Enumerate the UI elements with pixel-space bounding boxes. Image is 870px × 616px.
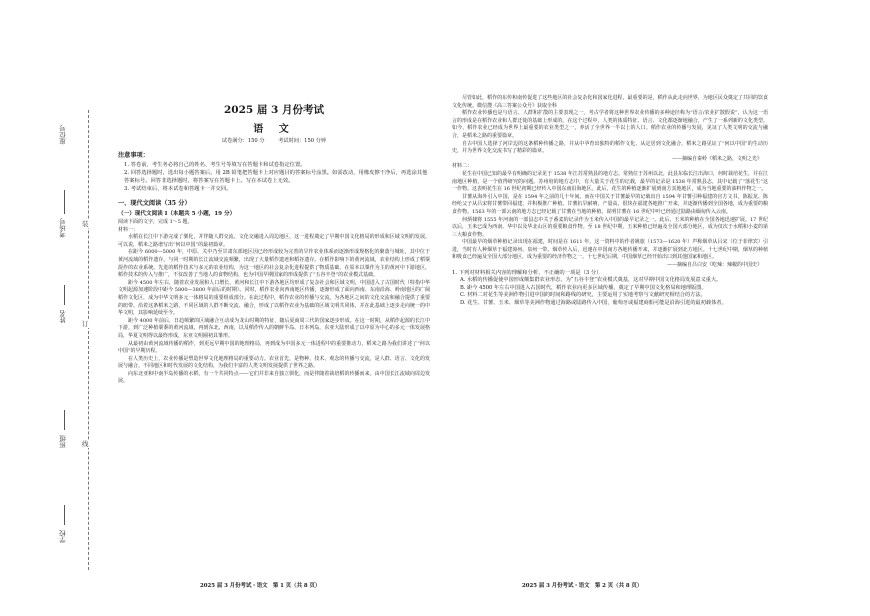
binding-blank-room xyxy=(64,190,65,214)
binding-label-school: 学校 xyxy=(59,530,67,543)
source-citation: ——摘编自吕白安《吃辣：辣椒的中国史》 xyxy=(666,262,762,269)
paragraph: 距今 4000 年前后，日趋频繁的区域融合互动成为龙山时期的特征，随后夏商周三代的国家逐步形成。在这一时期，从稻作起源的长江中下游，到广泛种植粟黍的黄河流域，再到东北、西南，以及稻作传入的朝鲜半岛、日本列岛，东亚大陆形成了以中原为中心的多元一体发展格局，华夏文明得以最终形成，东亚文明圈初具雏形。 xyxy=(118,317,430,339)
binding-label-class: 班级 xyxy=(59,435,67,448)
binding-label-name: 姓名 xyxy=(59,310,67,323)
exam-subject: 语 文 xyxy=(253,124,295,135)
question-option-a: A. 水稻的传播促使中国形成颇集群农业形态，为“五谷丰登”农业模式奠基，这对早期中国文化格局发展意义重大。 xyxy=(460,277,722,284)
binding-label-seat: 座位号 xyxy=(59,125,67,145)
binding-blank-school xyxy=(64,505,65,525)
paragraph: 稻作农业传播也是与语言、人群和扩散的主要表现之一。考古学者将这种世界农业传播的多种途径称为“语言/农业扩散假说”，认为这一语言的形成是在稻作农业和人群迁徙的基础上形成的。在这个过程中，人类的体质特征、语言、文化都逐渐地融合，产生了一系列新的文化类型。如今，稻作农业已经成为世界上最重要的农业类型之一，养活了全世界一半以上的人口。稻作农业的传播与发展，见证了人类文明的交流与融合，是稻米之路的重要篇章。 xyxy=(452,110,768,139)
cut-mark-line: 线 xyxy=(82,440,89,448)
exam-title: 2025 届 3 月份考试 xyxy=(224,104,324,116)
exam-time: 考试时间：150 分钟 xyxy=(278,138,327,144)
notice-item: 2. 回答选择题时，选出每小题答案后，用 2B 铅笔把答题卡上对应题目的答案标号涂黑。如需改动，用橡皮擦干净后，再选涂其他答案标号。回答非选择题时，将答案写在答题卡上。写在本试卷上无效。 xyxy=(124,170,428,184)
notice-item: 1. 答卷前，考生务必将自己的姓名、考生号等填写在答题卡和试卷指定位置。 xyxy=(124,162,306,168)
paragraph: 自古中国人选择了河岸边的这条稻种传播之路，并从中孕育出独特的稻作文化，从定居到文化融合，稻米之路见证了“何以中国”的生动历史，并为世界文化交流书写了精彩的篇章。 xyxy=(452,140,768,155)
paragraph: 向东北亚和中南半岛传播的水稻，有一个共同特点——它们并非来自独立驯化，而是伴随着栽培稻的传播而来，由中国长江流域向周边发展。 xyxy=(118,370,430,385)
binding-blank-name xyxy=(64,285,65,305)
paragraph: 花生在中国已知的最早有明确的记录见于 1538 年江苏常熟县的地方志。常熟位于苏州以北，此县东临长江出海口，何时栽培花生，并在江南地区种植，是一个值得研究的问题。苏州府的地方志中，有大量关于花生的记载，最早的记录是 1538 年常熟县志，其中记载了“落花生”这一作物。这表明花生在 16 世纪初期已经传入中国东南沿海地区。此后，花生的种植逐渐扩展到南方其他地区，成为当地重要的油料作物之一。 xyxy=(452,170,768,193)
paragraph: 在距今 6000—5000 年，中原、关中乃至甘肃东部地区因已经形成较为完善的旱作农业体系而逐渐形成规格化的聚落与城址，其中位于黄河流域的稻作遗存，与同一时期的长江流域交流频繁，出现了大量稻作遗迹和稻谷遗存。在稻作影响下的黄河流域，农业结构上形成了稻粟混作的农业系统。先进的稻作技术与多元的农业结构，为这一地区的社会复杂化进程提供了物质基础。在原本以粟作为主的黄河中下游地区，稻作技术的传入与推广，不仅改善了当地人的食物结构，也为中国早期国家的形成提供了“五谷丰登”的农业模式基础。 xyxy=(118,249,430,279)
paragraph: 甘薯从海外引入中国，是在 1594 年之前的几十年间。而在中国关于甘薯最早的记载出自 1594 年甘薯引种福建的官方文书，陈振龙、陈经纶父子从吕宋将甘薯带回福建，并积极推广种植。甘薯抗旱耐瘠，产量高，很快在福建各地推广开来，并逐渐传播到全国各地，成为重要的粮食作物。1563 年的一部云南的地方志已经记载了甘薯在当地的种植，说明甘薯在 16 世纪中叶已经通过陆路由缅甸传入云南。 xyxy=(452,193,768,215)
paragraph: 在人类历史上，农业传播是塑造世界文化地理格局的重要动力。农业首先，是物种、技术、观念的传播与交流，是人群、语言、文化的发展与融合。不同地区和时代发展的文化结构，为我们丰富的人类文明发展提供了世界之路。 xyxy=(118,355,430,370)
notice-item: 3. 考试结束后，将本试卷和答题卡一并交回。 xyxy=(124,186,232,192)
paragraph: 水稻在长江中下游完成了驯化，并伴随人群交流、文化交融进入周边地区，这一进程奠定了早期中国文化格局的形成和区域文明的发展。可以说，稻米之路谱写出“何以中国”的最初篇章。 xyxy=(118,234,430,248)
page-footer-left: 2025 届 3 月份考试・语文 第 1 页（共 8 页） xyxy=(200,583,321,589)
left-column xyxy=(118,95,430,386)
binding-blank-class xyxy=(64,410,65,430)
question-option-c: C. 材料二对花生等美洲作物引进中国的时间和路线的研究，主要运用了实地考察与文献研究相结合的方法。 xyxy=(460,292,706,299)
exam-score: 试卷满分：150 分 xyxy=(221,138,265,144)
binding-margin xyxy=(60,110,100,570)
question-option-d: D. 花生、甘薯、玉米、烟草等美洲作物通过海路或陆路传入中国，葡萄牙或福建商船可能是沿海引进的最初载体者。 xyxy=(460,300,727,307)
cut-mark-mount: 装 xyxy=(82,220,89,228)
paragraph: 从最初由黄河流域传播的稻作，到更远早期中国的地理格局，再到成为中国多元一体进程中的重要推动力，稻米之路为我们讲述了“何以中国”的早期历程。 xyxy=(118,340,430,355)
paragraph: 中国最早的烟草种植记录出现在福建，时间是在 1611 年。这一资料中的作者姚旅（1573—1620 年）声称烟草从吕宋（位于菲律宾）引进，当时有人种烟草于福建漳州、泉州一带。烟草传入后，迅速在中国南方各地传播开来，并逐渐扩展到北方地区。十七世纪中期，烟草的种植和吸食已经遍及全国大部分地区，成为重要的经济作物之一。十七世纪后期，中国烟草已经开始出口到其他国家和地区。 xyxy=(452,239,768,261)
notice-title: 注意事项： xyxy=(118,152,149,159)
right-column xyxy=(452,95,768,308)
paragraph: 距今 4500 年左右，随着农业发展和人口增长，黄河和长江中下游各地区均形成了复杂社会和区域文明，中国进入了古国时代（特指中华文明起源加速阶段中距今 5800—3800 年前后的时期）。同时，稻作农业向西南地区传播，逐渐形成了面向西南、东南沿海、岭南地区的广阔稻作文化区，成为中华文明多元一体格局的重要组成部分。在此过程中，稻作农业的传播与交流，为各地区之间的文化交流和融合提供了重要的纽带。沿着这条稻米之路，不同区域的人群不断交流、融合，形成了以稻作农业为基础的区域文明共同体，并在此基础上逐步走向统一的中华文明，其影响延续至今。 xyxy=(118,279,430,317)
binding-label-room: 考场号 xyxy=(59,218,67,238)
question-stem: 1. 下列对材料相关内容的理解和分析，不正确的一项是（3 分） xyxy=(452,269,602,276)
material-label: 材料二： xyxy=(452,163,473,170)
binding-dashed-line xyxy=(88,110,89,570)
source-citation: ——摘编自秦岭《稻米之路，文明之光》 xyxy=(671,155,762,162)
subsection-heading: （一）现代文阅读 I（本题共 5 小题，19 分） xyxy=(118,211,236,217)
paragraph: 尽管如此，稻作的东传和南传促进了这些地区的社会复杂化和国家化进程，最重要的是，稻作从此走向世界，为地区民众奠定了共同的饮食文化传统。微信搜《高三答案公众号》获取全科 xyxy=(452,95,768,109)
cut-mark-bind: 订 xyxy=(82,320,89,328)
page-footer-right: 2025 届 3 月份考试・语文 第 2 页（共 8 页） xyxy=(522,583,643,589)
paragraph: 何炳棣将 1555 年河南的一部县志中关于番麦的记录作为玉米传入中国的最早记录之一。此后，玉米的种植在全国各地迅速扩展。17 世纪以后，玉米已成为西南、华中以及华北山区的重要粮食作物。至 18 世纪中期，玉米种植已经遍及全国大部分地区，成为仅次于水稻和小麦的第三大粮食作物。 xyxy=(452,216,768,238)
exam-meta xyxy=(118,137,430,144)
section-heading: 一、现代文阅读（35 分） xyxy=(118,200,191,207)
question-option-b: B. 距今 4500 年左右中国进入古国时代，稻作农业向更多区域传播，奠定了早期中国文化格局和地理版图。 xyxy=(460,284,707,291)
instruction: 阅读下面的文字，完成 1～5 题。 xyxy=(118,219,193,225)
material-label: 材料一： xyxy=(118,226,139,233)
